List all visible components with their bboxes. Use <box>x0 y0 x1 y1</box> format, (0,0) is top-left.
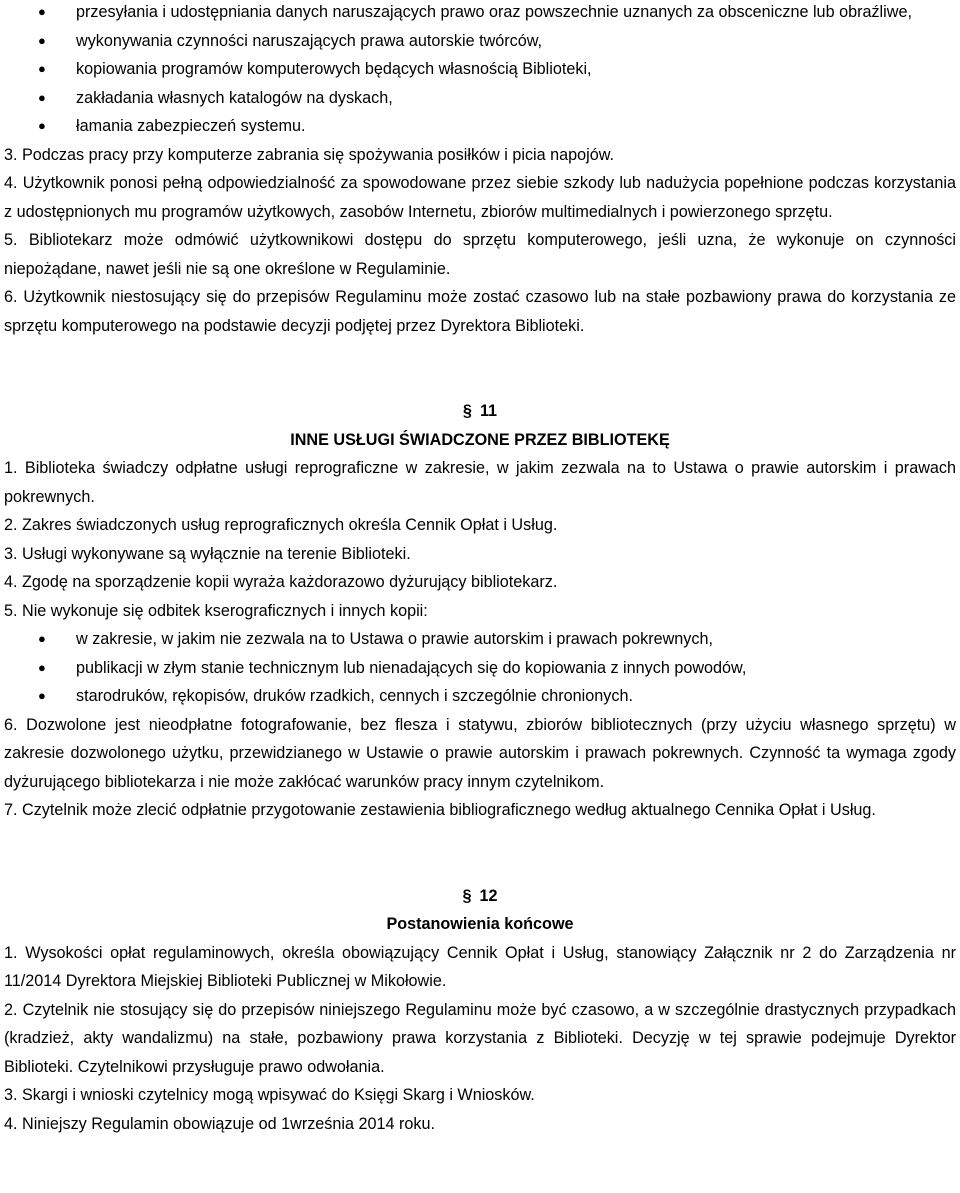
list-item: ● zakładania własnych katalogów na dyskach, <box>0 84 960 113</box>
spacer <box>0 825 960 882</box>
list-item: ● przesyłania i udostępniania danych naruszających prawo oraz powszechnie uznanych za obsceniczne lub obraźliwe, <box>0 0 960 27</box>
bullet-icon: ● <box>38 32 46 48</box>
spacer <box>0 340 960 397</box>
paragraph: 5. Bibliotekarz może odmówić użytkownikowi dostępu do sprzętu komputerowego, jeśli uzna, że wykonuje on czynności niepożądane, nawet jeśli nie są one określone w Regulaminie. <box>4 231 956 278</box>
paragraph: 1. Wysokości opłat regulaminowych, określa obowiązujący Cennik Opłat i Usług, stanowiący Załącznik nr 2 do Zarządzenia nr 11/2014 Dyrektora Miejskiej Biblioteki Publicznej w Mikołowie. <box>4 943 956 990</box>
bullet-icon: ● <box>38 118 46 133</box>
section-number: § 11 <box>462 402 498 420</box>
bullet-icon: ● <box>38 61 46 76</box>
section-title: Postanowienia końcowe <box>386 915 574 933</box>
bullet-icon: ● <box>38 89 46 105</box>
paragraph: 3. Podczas pracy przy komputerze zabrania się spożywania posiłków i picia napojów. <box>4 145 615 164</box>
section-number: § 12 <box>462 886 498 905</box>
paragraph: 2. Zakres świadczonych usług reprograficznych określa Cennik Opłat i Usług. <box>4 516 558 534</box>
list-item: ● w zakresie, w jakim nie zezwala na to Ustawa o prawie autorskim i prawach pokrewnych, <box>0 625 960 654</box>
paragraph-symbol: § <box>462 886 472 905</box>
list-item: ● starodruków, rękopisów, druków rzadkich, cennych i szczególnie chronionych. <box>0 682 960 711</box>
list-item: ● publikacji w złym stanie technicznym lub nienadających się do kopiowania z innych powodów, <box>0 654 960 683</box>
paragraph: 3. Skargi i wnioski czytelnicy mogą wpisywać do Księgi Skarg i Wniosków. <box>4 1086 535 1104</box>
paragraph: 3. Usługi wykonywane są wyłącznie na terenie Biblioteki. <box>4 544 411 563</box>
paragraph: 1. Biblioteka świadczy odpłatne usługi reprograficzne w zakresie, w jakim zezwala na to Ustawa o prawie autorskim i prawach pokrewnych. <box>4 459 956 506</box>
bullet-icon: ● <box>38 4 46 19</box>
paragraph: 4. Użytkownik ponosi pełną odpowiedzialność za spowodowane przez siebie szkody lub nadużycia popełnione podczas korzystania z udostępnionych mu programów użytkowych, zasobów Internetu, zbiorów multimedialnych i powierzonego sprzętu. <box>4 174 956 221</box>
paragraph: 2. Czytelnik nie stosujący się do przepisów niniejszego Regulaminu może być czasowo, a w szczególnie drastycznych przypadkach (kradzież, akty wandalizmu) na stałe, pozbawiony prawa korzystania z Biblioteki. Decyzję w tej sprawie podejmuje Dyrektor Biblioteki. Czytelnikowi przysługuje prawo odwołania. <box>4 1000 956 1076</box>
list-item: ● wykonywania czynności naruszających prawa autorskie twórców, <box>0 27 960 56</box>
paragraph: 6. Użytkownik niestosujący się do przepisów Regulaminu może zostać czasowo lub na stałe pozbawiony prawa do korzystania ze sprzętu komputerowego na podstawie decyzji podjętej przez Dyrektora Biblioteki. <box>4 288 956 335</box>
paragraph: 6. Dozwolone jest nieodpłatne fotografowanie, bez flesza i statywu, zbiorów bibliotecznych (przy użyciu własnego sprzętu) w zakresie dozwolonego użytku, przewidzianego w Ustawie o prawie autorskim i prawach pokrewnych. Czynność ta wymaga zgody dyżurującego bibliotekarza i nie może zakłócać warunków pracy innym czytelnikom. <box>4 715 956 791</box>
bullet-icon: ● <box>38 631 46 646</box>
copy-exclusions-list <box>0 625 960 711</box>
list-item: ● łamania zabezpieczeń systemu. <box>0 112 960 141</box>
list-item: ● kopiowania programów komputerowych będących własnością Biblioteki, <box>0 55 960 84</box>
paragraph: 7. Czytelnik może zlecić odpłatnie przygotowanie zestawienia bibliograficznego według aktualnego Cennika Opłat i Usług. <box>4 801 876 819</box>
prohibited-actions-list <box>0 0 960 141</box>
bullet-icon: ● <box>38 688 46 703</box>
paragraph-symbol: § <box>462 402 472 420</box>
bullet-icon: ● <box>38 659 46 675</box>
paragraph: 4. Zgodę na sporządzenie kopii wyraża każdorazowo dyżurujący bibliotekarz. <box>4 573 558 591</box>
paragraph: 5. Nie wykonuje się odbitek kserograficznych i innych kopii: <box>4 601 428 620</box>
paragraph: 4. Niniejszy Regulamin obowiązuje od 1września 2014 roku. <box>4 1114 436 1133</box>
section-title: INNE USŁUGI ŚWIADCZONE PRZEZ BIBLIOTEKĘ <box>290 430 670 449</box>
